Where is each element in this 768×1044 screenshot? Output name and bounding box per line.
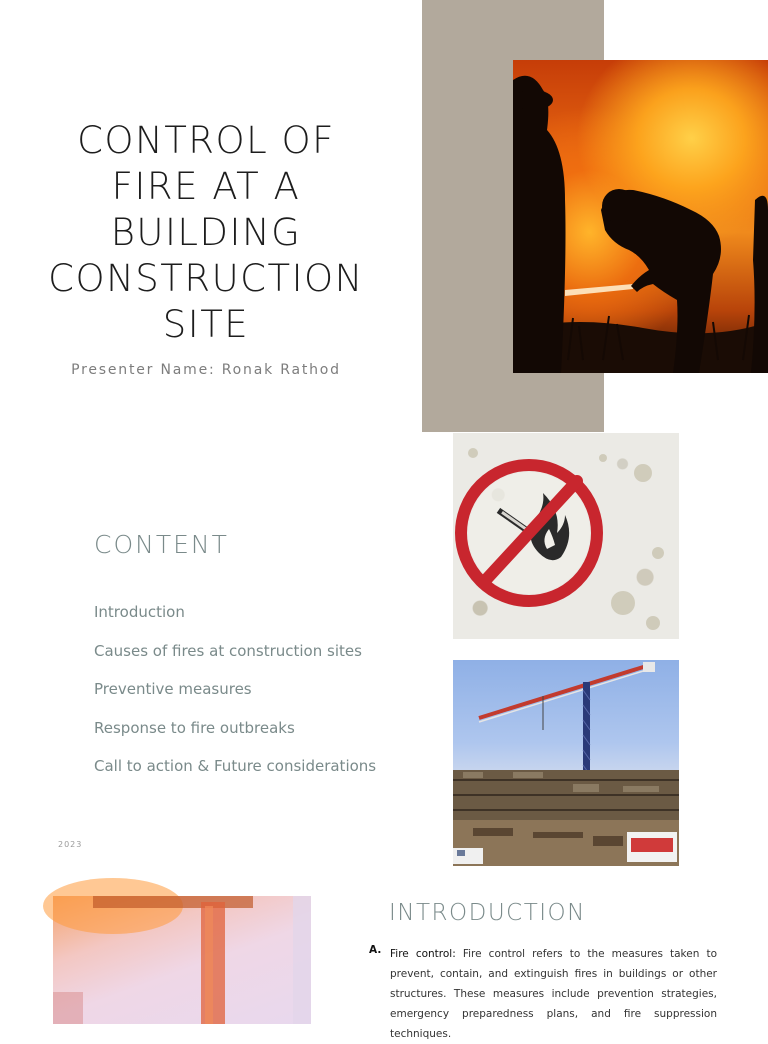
no-open-flame-icon <box>453 433 679 639</box>
firefighters-silhouette-graphic <box>513 60 768 373</box>
presentation-title: CONTROL OF FIRE AT A BUILDING CONSTRUCTION SITE <box>48 119 364 346</box>
agenda-item: Response to fire outbreaks <box>94 718 295 737</box>
list-marker: A. <box>369 944 382 956</box>
year-label: 2023 <box>58 840 83 849</box>
title-slide <box>0 0 768 432</box>
introduction-slide <box>0 880 768 1040</box>
introduction-heading: INTRODUCTION <box>389 900 586 926</box>
intro-body: Fire control refers to the measures taken to prevent, contain, and extinguish fires in buildings or other structures. These measures include prevention strategies, emergency preparedness plans, and fire suppression techniques. <box>390 948 717 1040</box>
agenda-item: Call to action & Future considerations <box>94 757 377 775</box>
agenda-item: Preventive measures <box>94 680 252 698</box>
agenda-item: Causes of fires at construction sites <box>94 641 362 660</box>
agenda-item: Introduction <box>94 603 185 621</box>
introduction-photo <box>53 896 311 1024</box>
fire-equipment-graphic <box>53 896 311 1024</box>
intro-term: Fire control: <box>390 948 456 960</box>
agenda-list <box>94 602 376 795</box>
no-fire-sign-photo <box>453 433 679 639</box>
construction-crane-photo <box>453 660 679 866</box>
firefighters-photo <box>513 60 768 373</box>
content-slide <box>0 432 768 880</box>
crane-site-graphic <box>453 660 679 866</box>
content-heading: CONTENT <box>94 530 229 559</box>
presenter-name: Presenter Name: Ronak Rathod <box>71 362 341 378</box>
intro-paragraph <box>390 944 717 1044</box>
